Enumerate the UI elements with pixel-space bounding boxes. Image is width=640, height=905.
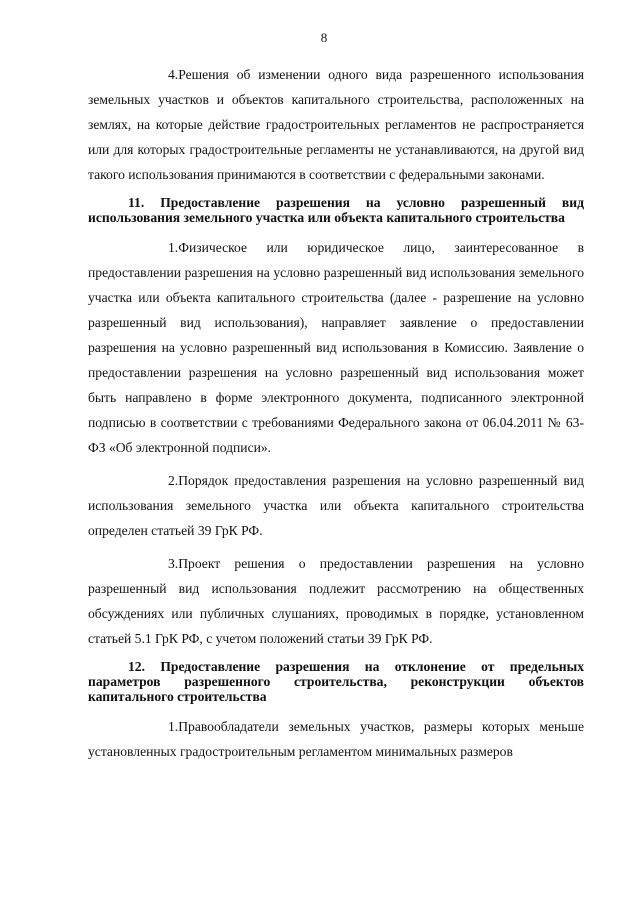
paragraph-4 [88,62,584,187]
section-12-heading: 12. Предоставление разрешения на отклонение от предельных параметров разрешенного строительства, реконструкции объектов капитального строительства [88,659,584,704]
section-11-heading: 11. Предоставление разрешения на условно разрешенный вид использования земельного участка или объекта капитального строительства [88,195,584,225]
paragraph-number: 2. [168,473,179,488]
paragraph-text: Правообладатели земельных участков, размеры которых меньше установленных градостроительным регламентом минимальных размеров [88,719,584,759]
paragraph-number: 1. [168,719,179,734]
paragraph-number: 3. [168,556,179,571]
paragraph-text: Физическое или юридическое лицо, заинтересованное в предоставлении разрешения на условно разрешенный вид использования земельного участка или объекта капитального строительства (далее - разрешение на условно разрешенный вид использования), направляет заявление о предоставлении разрешения на условно разрешенный вид использования в Комиссию. Заявление о предоставлении разрешения на условно разрешенный вид использования может быть направлено в форме электронного документа, подписанного электронной подписью в соответствии с требованиями Федерального закона от 06.04.2011 № 63-ФЗ «Об электронной подписи». [88,240,584,455]
section-11-paragraph-2 [88,468,584,543]
paragraph-number: 1. [168,240,179,255]
section-11-paragraph-3 [88,551,584,651]
paragraph-text: Порядок предоставления разрешения на условно разрешенный вид использования земельного участка или объекта капитального строительства определен статьей 39 ГрК РФ. [88,473,584,538]
page-number: 8 [320,30,328,45]
paragraph-number: 4. [168,67,179,82]
section-11-paragraph-1 [88,235,584,460]
section-12-paragraph-1 [88,714,584,764]
paragraph-text: Проект решения о предоставлении разрешения на условно разрешенный вид использования подлежит рассмотрению на общественных обсуждениях или публичных слушаниях, проводимых в порядке, установленном статьей 5.1 ГрК РФ, с учетом положений статьи 39 ГрК РФ. [88,556,584,646]
paragraph-text: Решения об изменении одного вида разрешенного использования земельных участков и объектов капитального строительства, расположенных на землях, на которые действие градостроительных регламентов не распространяется или для которых градостроительные регламенты не устанавливаются, на другой вид такого использования принимаются в соответствии с федеральными законами. [88,67,584,182]
